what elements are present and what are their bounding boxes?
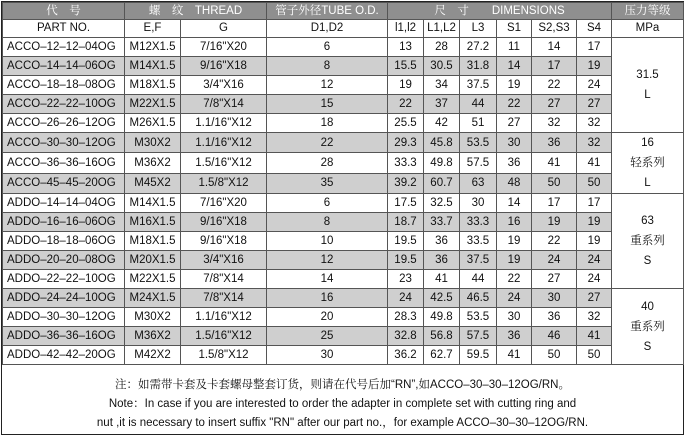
table-cell: 37.5 xyxy=(460,76,497,95)
table-cell: 1.5/16"X12 xyxy=(181,153,267,173)
pressure-line: 16 xyxy=(641,137,654,149)
sub-ef: E,F xyxy=(125,20,181,38)
table-cell: 30 xyxy=(497,308,532,327)
table-cell: 7/8"X14 xyxy=(181,270,267,289)
table-row xyxy=(3,57,684,76)
table-cell: 31.8 xyxy=(460,57,497,76)
table-cell: 53.5 xyxy=(460,308,497,327)
table-cell: 19 xyxy=(577,57,612,76)
table-cell: 33.3 xyxy=(460,213,497,232)
part-number-cell: ADDO‒14‒14‒04OG xyxy=(3,194,125,213)
part-number-cell: ADDO‒24‒24‒10OG xyxy=(3,289,125,308)
table-cell: 22 xyxy=(497,95,532,114)
notes xyxy=(2,376,683,433)
table-cell: 30.5 xyxy=(424,57,460,76)
pressure-line: 重系列 xyxy=(630,320,665,333)
table-cell: 19 xyxy=(497,76,532,95)
table-row xyxy=(3,213,684,232)
table-cell: 36 xyxy=(532,308,577,327)
table-cell: 17 xyxy=(577,194,612,213)
part-number-cell: ACCO‒26‒26‒12OG xyxy=(3,114,125,133)
table-cell: 24 xyxy=(577,76,612,95)
table-cell: 17 xyxy=(577,38,612,57)
table-cell: 41 xyxy=(532,153,577,173)
spec-table xyxy=(2,2,684,365)
table-cell: 7/16"X20 xyxy=(181,38,267,57)
table-cell: 30 xyxy=(532,289,577,308)
table-cell: 63 xyxy=(460,173,497,193)
table-cell: 36 xyxy=(424,232,460,251)
table-cell: M30X2 xyxy=(125,308,181,327)
table-cell: 15.5 xyxy=(388,57,424,76)
table-cell: 50 xyxy=(532,173,577,193)
table-cell: 14 xyxy=(532,38,577,57)
table-cell: 24 xyxy=(577,270,612,289)
table-body xyxy=(3,38,684,365)
table-row xyxy=(3,308,684,327)
note-cn: 注：如需带卡套及卡套螺母整套订货，则请在代号后加“RN”,如ACCO‒30‒30‒12OG/RN。 xyxy=(115,379,570,391)
table-cell: 23 xyxy=(388,270,424,289)
table-cell: 3/4"X16 xyxy=(181,76,267,95)
table-cell: 44 xyxy=(460,270,497,289)
table-cell: 32 xyxy=(577,133,612,153)
table-cell: 14 xyxy=(497,194,532,213)
table-cell: 24 xyxy=(532,251,577,270)
table-cell: 36 xyxy=(497,327,532,346)
table-cell: 19 xyxy=(532,213,577,232)
table-row xyxy=(3,95,684,114)
part-number-cell: ADDO‒42‒42‒20OG xyxy=(3,346,125,365)
table-row xyxy=(3,114,684,133)
table-cell: 1.1/16"X12 xyxy=(181,114,267,133)
table-cell: M24X1.5 xyxy=(125,289,181,308)
table-cell: M14X1.5 xyxy=(125,194,181,213)
table-cell: M12X1.5 xyxy=(125,38,181,57)
part-number-cell: ACCO‒30‒30‒12OG xyxy=(3,133,125,153)
table-cell: 19 xyxy=(577,232,612,251)
pressure-line: 63 xyxy=(641,215,654,227)
table-cell: 49.8 xyxy=(424,153,460,173)
part-number-cell: ADDO‒22‒22‒10OG xyxy=(3,270,125,289)
sub-l1l2: L1,L2 xyxy=(424,20,460,38)
table-cell: 7/8"X14 xyxy=(181,289,267,308)
table-cell: 1.1/16"X12 xyxy=(181,133,267,153)
part-number-cell: ADDO‒20‒20‒08OG xyxy=(3,251,125,270)
table-row xyxy=(3,289,684,308)
table-cell: 7/8"X14 xyxy=(181,95,267,114)
table-cell: M22X1.5 xyxy=(125,270,181,289)
sub-s1: S1 xyxy=(497,20,532,38)
table-cell: 27 xyxy=(497,114,532,133)
table-row xyxy=(3,133,684,153)
table-cell: 53.5 xyxy=(460,133,497,153)
header-thread: 螺 纹 THREAD xyxy=(125,3,267,20)
table-cell: 27 xyxy=(532,95,577,114)
table-cell: M45X2 xyxy=(125,173,181,193)
table-cell: 22 xyxy=(388,95,424,114)
table-cell: 22 xyxy=(497,270,532,289)
header-tube: 管子外径TUBE O.D. xyxy=(267,3,388,20)
table-cell: 32.5 xyxy=(424,194,460,213)
table-cell: M16X1.5 xyxy=(125,213,181,232)
pressure-line: 31.5 xyxy=(636,69,659,81)
table-cell: 41 xyxy=(577,153,612,173)
part-number-cell: ACCO‒22‒22‒10OG xyxy=(3,95,125,114)
table-cell: 25.5 xyxy=(388,114,424,133)
table-row xyxy=(3,173,684,193)
table-cell: M36X2 xyxy=(125,153,181,173)
part-number-cell: ACCO‒45‒45‒20OG xyxy=(3,173,125,193)
table-cell: 18 xyxy=(267,114,388,133)
table-cell: 27 xyxy=(577,95,612,114)
table-cell: 10 xyxy=(267,232,388,251)
table-cell: 36 xyxy=(424,251,460,270)
table-cell: 56.8 xyxy=(424,327,460,346)
table-cell: M36X2 xyxy=(125,327,181,346)
table-cell: 28 xyxy=(267,153,388,173)
table-cell: 33.3 xyxy=(388,153,424,173)
part-number-cell: ADDO‒36‒36‒16OG xyxy=(3,327,125,346)
table-cell: 8 xyxy=(267,213,388,232)
table-cell: M18X1.5 xyxy=(125,232,181,251)
table-cell: 12 xyxy=(267,251,388,270)
table-row xyxy=(3,153,684,173)
table-row xyxy=(3,38,684,57)
pressure-cell xyxy=(612,38,684,133)
table-cell: 32 xyxy=(577,308,612,327)
table-cell: 32.8 xyxy=(388,327,424,346)
table-cell: 41 xyxy=(577,327,612,346)
table-cell: M18X1.5 xyxy=(125,76,181,95)
table-cell: 22 xyxy=(267,133,388,153)
table-row xyxy=(3,251,684,270)
table-row xyxy=(3,194,684,213)
table-cell: 6 xyxy=(267,194,388,213)
table-cell: 1.5/16"X12 xyxy=(181,327,267,346)
table-cell: 13 xyxy=(388,38,424,57)
table-cell: 32 xyxy=(532,114,577,133)
table-cell: 50 xyxy=(532,346,577,365)
header-row-1 xyxy=(3,3,684,20)
table-cell: M14X1.5 xyxy=(125,57,181,76)
table-cell: 27 xyxy=(532,270,577,289)
table-cell: 45.8 xyxy=(424,133,460,153)
table-cell: 30 xyxy=(460,194,497,213)
table-cell: 37 xyxy=(424,95,460,114)
table-row xyxy=(3,232,684,251)
table-cell: 44 xyxy=(460,95,497,114)
pressure-cell xyxy=(612,289,684,365)
table-cell: 20 xyxy=(267,308,388,327)
table-cell: 57.5 xyxy=(460,153,497,173)
table-cell: 42 xyxy=(424,114,460,133)
table-cell: 29.3 xyxy=(388,133,424,153)
table-cell: 1.5/8"X12 xyxy=(181,173,267,193)
header-dimensions: 尺 寸 DIMENSIONS xyxy=(388,3,612,20)
spec-sheet xyxy=(1,1,684,435)
table-cell: M22X1.5 xyxy=(125,95,181,114)
sub-l1l2-small: l1,l2 xyxy=(388,20,424,38)
table-cell: 18.7 xyxy=(388,213,424,232)
pressure-line: S xyxy=(643,340,652,353)
pressure-line: L xyxy=(644,177,651,189)
table-cell: 28 xyxy=(424,38,460,57)
pressure-line: S xyxy=(643,255,652,267)
part-number-cell: ADDO‒16‒16‒06OG xyxy=(3,213,125,232)
table-cell: 39.2 xyxy=(388,173,424,193)
table-cell: 12 xyxy=(267,76,388,95)
table-cell: 36 xyxy=(497,153,532,173)
table-cell: 16 xyxy=(267,289,388,308)
table-cell: 30 xyxy=(267,346,388,365)
part-number-cell: ADDO‒30‒30‒12OG xyxy=(3,308,125,327)
table-cell: 7/16"X20 xyxy=(181,194,267,213)
table-cell: 24 xyxy=(497,289,532,308)
table-cell: 42.5 xyxy=(424,289,460,308)
sub-part: PART NO. xyxy=(3,20,125,38)
sub-s4: S4 xyxy=(577,20,612,38)
table-cell: 59.5 xyxy=(460,346,497,365)
table-cell: 19.5 xyxy=(388,232,424,251)
pressure-cell xyxy=(612,133,684,194)
table-cell: 19 xyxy=(388,76,424,95)
note-en-1: Note：In case if you are interested to order the adapter in complete set with cutting ring and xyxy=(108,398,577,410)
table-cell: 35 xyxy=(267,173,388,193)
table-row xyxy=(3,327,684,346)
table-cell: 19.5 xyxy=(388,251,424,270)
table-cell: 36 xyxy=(532,133,577,153)
table-row xyxy=(3,76,684,95)
part-number-cell: ACCO‒14‒14‒06OG xyxy=(3,57,125,76)
table-cell: 27.2 xyxy=(460,38,497,57)
table-cell: M26X1.5 xyxy=(125,114,181,133)
table-cell: 48 xyxy=(497,173,532,193)
table-cell: 9/16"X18 xyxy=(181,232,267,251)
table-cell: 9/16"X18 xyxy=(181,213,267,232)
table-cell: 34 xyxy=(424,76,460,95)
part-number-cell: ADDO‒18‒18‒06OG xyxy=(3,232,125,251)
table-cell: 17 xyxy=(532,194,577,213)
table-cell: 33.7 xyxy=(424,213,460,232)
table-cell: 3/4"X16 xyxy=(181,251,267,270)
table-cell: 25 xyxy=(267,327,388,346)
table-cell: 19 xyxy=(577,213,612,232)
header-row-2 xyxy=(3,20,684,38)
note-en-2: nut ,it is necessary to insert suffix "RN" after our part no.，for example ACCO‒30‒30‒12OG/RN. xyxy=(96,417,589,429)
table-cell: 6 xyxy=(267,38,388,57)
table-cell: 8 xyxy=(267,57,388,76)
table-cell: 1.1/16"X12 xyxy=(181,308,267,327)
table-cell: 41 xyxy=(497,346,532,365)
table-cell: 46 xyxy=(532,327,577,346)
header-pressure: 压力等级 xyxy=(612,3,684,20)
table-cell: 37.5 xyxy=(460,251,497,270)
table-cell: 60.7 xyxy=(424,173,460,193)
sub-mpa: MPa xyxy=(612,20,684,38)
table-cell: 41 xyxy=(424,270,460,289)
pressure-line: 40 xyxy=(641,300,654,313)
table-cell: M30X2 xyxy=(125,133,181,153)
part-number-cell: ACCO‒36‒36‒16OG xyxy=(3,153,125,173)
table-cell: M20X1.5 xyxy=(125,251,181,270)
table-cell: 19 xyxy=(497,251,532,270)
pressure-line: L xyxy=(644,89,651,101)
table-cell: 62.7 xyxy=(424,346,460,365)
sub-l3: L3 xyxy=(460,20,497,38)
table-cell: 15 xyxy=(267,95,388,114)
table-cell: 19 xyxy=(497,232,532,251)
table-cell: 17.5 xyxy=(388,194,424,213)
sub-d: D1,D2 xyxy=(267,20,388,38)
table-cell: 14 xyxy=(497,57,532,76)
table-cell: 28.3 xyxy=(388,308,424,327)
table-cell: 50 xyxy=(577,173,612,193)
table-cell: 17 xyxy=(532,57,577,76)
table-cell: 49.8 xyxy=(424,308,460,327)
table-cell: 30 xyxy=(497,133,532,153)
part-number-cell: ACCO‒18‒18‒08OG xyxy=(3,76,125,95)
table-cell: 9/16"X18 xyxy=(181,57,267,76)
pressure-line: 轻系列 xyxy=(630,157,665,169)
pressure-line: 重系列 xyxy=(630,235,665,247)
table-row xyxy=(3,270,684,289)
table-cell: 22 xyxy=(532,232,577,251)
sub-s23: S2,S3 xyxy=(532,20,577,38)
part-number-cell: ACCO‒12‒12‒04OG xyxy=(3,38,125,57)
table-cell: 57.5 xyxy=(460,327,497,346)
table-cell: 32 xyxy=(577,114,612,133)
pressure-cell xyxy=(612,194,684,289)
sub-g: G xyxy=(181,20,267,38)
table-cell: 14 xyxy=(267,270,388,289)
table-row xyxy=(3,346,684,365)
table-cell: 27 xyxy=(577,289,612,308)
table-cell: 11 xyxy=(497,38,532,57)
table-cell: 33.5 xyxy=(460,232,497,251)
table-cell: 24 xyxy=(388,289,424,308)
table-cell: 46.5 xyxy=(460,289,497,308)
header-part-cn: 代 号 xyxy=(3,3,125,20)
table-cell: 51 xyxy=(460,114,497,133)
table-cell: M42X2 xyxy=(125,346,181,365)
table-cell: 36.2 xyxy=(388,346,424,365)
table-cell: 24 xyxy=(577,251,612,270)
table-cell: 1.5/8"X12 xyxy=(181,346,267,365)
table-cell: 22 xyxy=(532,76,577,95)
table-cell: 50 xyxy=(577,346,612,365)
table-cell: 16 xyxy=(497,213,532,232)
